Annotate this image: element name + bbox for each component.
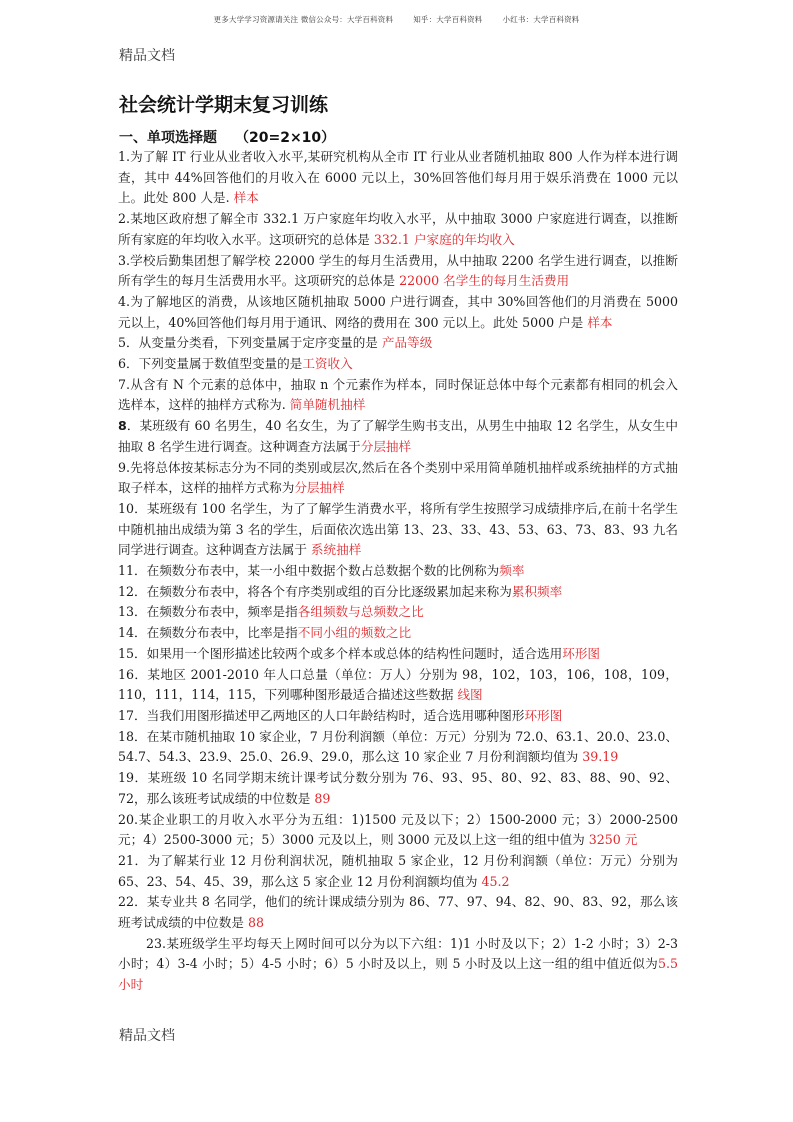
question-10 <box>118 499 678 561</box>
question-text: 13．在频数分布表中，频率是指 <box>118 604 298 620</box>
answer-text: 系统抽样 <box>310 542 362 558</box>
watermark-bar <box>0 14 793 25</box>
answer-text: 分层抽样 <box>360 438 412 454</box>
question-6 <box>118 354 678 375</box>
question-1 <box>118 147 678 209</box>
question-16 <box>118 665 678 706</box>
answer-text: 3250 元 <box>588 832 638 848</box>
page-footer-label: 精品文档 <box>119 1028 175 1044</box>
question-text: 22．某专业共 8 名同学，他们的统计课成绩分别为 86、77、97、94、82、90、83、92，那么该班考试成绩的中位数是 <box>118 894 678 931</box>
answer-text: 累积频率 <box>511 583 563 599</box>
answer-text: 5.5 小时 <box>118 956 678 993</box>
watermark-text: 知乎：大学百科资料 <box>413 15 483 24</box>
question-text: 7.从含有 N 个元素的总体中，抽取 n 个元素作为样本，同时保证总体中每个元素都有相同的机会入选样本，这样的抽样方式称为. <box>118 376 678 413</box>
answer-text: 环形图 <box>524 707 563 723</box>
question-4 <box>118 292 678 333</box>
question-list <box>118 147 678 996</box>
question-text: 16．某地区 2001-2010 年人口总量（单位：万人）分别为 98，102，103，106，108，109，110，111，114，115，下列哪种图形最适合描述这些数据 <box>118 666 678 703</box>
answer-text: 39.19 <box>582 749 619 765</box>
question-text: 23.某班级学生平均每天上网时间可以分为以下六组：1)1 小时及以下；2）1-2 小时；3）2-3 小时；4）3-4 小时；5）4-5 小时；6）5 小时及以上，则 5 小时及以上这一组的组中值近似为 <box>118 935 678 972</box>
page-title: 社会统计学期末复习训练 <box>119 94 329 116</box>
question-text: 2.某地区政府想了解全市 332.1 万户家庭年均收入水平，从中抽取 3000 户家庭进行调查，以推断所有家庭的年均收入水平。这项研究的总体是 <box>118 211 678 247</box>
section-heading <box>119 127 335 147</box>
question-text: 15．如果用一个图形描述比较两个或多个样本或总体的结构性问题时，适合选用 <box>118 645 563 661</box>
answer-text: 工资收入 <box>302 356 353 372</box>
question-text: 20.某企业职工的月收入水平分为五组：1)1500 元及以下；2）1500-2000 元；3）2000-2500 元；4）2500-3000 元；5）3000 元及以上，则 3000 元及以上这一组的组中值为 <box>118 811 678 848</box>
question-text: 9.先将总体按某标志分为不同的类别或层次,然后在各个类别中采用简单随机抽样或系统抽样的方式抽取子样本，这样的抽样方式称为 <box>118 459 678 496</box>
question-11 <box>118 561 678 582</box>
watermark-text: 小红书：大学百科资料 <box>502 15 580 24</box>
answer-text: 不同小组的频数之比 <box>297 625 412 641</box>
question-21 <box>118 851 678 892</box>
question-number: 8 <box>118 418 127 434</box>
question-9 <box>118 458 678 499</box>
question-23 <box>118 934 678 996</box>
question-13 <box>118 602 678 623</box>
question-text: 1.为了解 IT 行业从业者收入水平,某研究机构从全市 IT 行业从业者随机抽取 800 人作为样本进行调查，其中 44%回答他们的月收入在 6000 元以上，30%回答他们每月用于娱乐消费在 1000 元以上。此处 800 人是. <box>118 149 678 206</box>
question-text: 3.学校后勤集团想了解学校 22000 学生的每月生活费用，从中抽取 2200 名学生进行调查，以推断所有学生的每月生活费用水平。这项研究的总体是 <box>118 252 678 289</box>
question-2 <box>118 209 678 250</box>
question-18 <box>118 727 678 768</box>
question-8 <box>118 416 678 457</box>
question-text: 4.为了解地区的消费，从该地区随机抽取 5000 户进行调查，其中 30%回答他们的月消费在 5000 元以上，40%回答他们每月用于通讯、网络的费用在 300 元以上。此处 5000 户是 <box>118 293 678 330</box>
question-12 <box>118 582 678 603</box>
question-20 <box>118 810 678 851</box>
question-text: 10．某班级有 100 名学生，为了了解学生消费水平，将所有学生按照学习成绩排序后,在前十名学生中随机抽出成绩为第 3 名的学生，后面依次选出第 13、23、33、43、53、63、73、83、93 九名同学进行调查。这种调查方法属于 <box>118 500 678 558</box>
answer-text: 分层抽样 <box>294 480 345 496</box>
question-14 <box>118 623 678 644</box>
answer-text: 88 <box>247 915 264 931</box>
answer-text: 环形图 <box>562 645 600 661</box>
answer-text: 22000 名学生的每月生活费用 <box>399 273 570 289</box>
answer-text: 简单随机抽样 <box>289 397 366 413</box>
answer-text: 产品等级 <box>381 335 433 351</box>
question-3 <box>118 251 678 292</box>
answer-text: 332.1 户家庭的年均收入 <box>373 231 515 247</box>
answer-text: 各组频数与总频数之比 <box>297 604 424 620</box>
question-text: 12．在频数分布表中，将各个有序类别或组的百分比逐级累加起来称为 <box>118 583 512 599</box>
question-text: 21．为了解某行业 12 月份利润状况，随机抽取 5 家企业，12 月份利润额（单位：万元）分别为 65、23、54、45、39，那么这 5 家企业 12 月份利润额均值为 <box>118 852 678 889</box>
question-22 <box>118 892 678 933</box>
page-header-label: 精品文档 <box>119 48 175 64</box>
answer-text: 样本 <box>233 190 259 206</box>
question-text: 11．在频数分布表中，某一小组中数据个数占总数据个数的比例称为 <box>118 563 500 579</box>
answer-text: 线图 <box>457 687 483 703</box>
question-text: ．某班级有 60 名男生，40 名女生，为了了解学生购书支出，从男生中抽取 12 名学生，从女生中抽取 8 名学生进行调查。这种调查方法属于 <box>118 418 678 454</box>
question-text: 6．下列变量属于数值型变量的是 <box>118 356 303 372</box>
answer-text: 样本 <box>587 314 613 330</box>
section-score: （20=2×10） <box>235 130 336 146</box>
question-5 <box>118 333 678 354</box>
section-title: 一、单项选择题 <box>119 130 217 146</box>
question-19 <box>118 768 678 809</box>
question-text: 5．从变量分类看，下列变量属于定序变量的是 <box>118 335 382 351</box>
question-15 <box>118 644 678 665</box>
answer-text: 89 <box>314 790 331 806</box>
question-text: 17．当我们用图形描述甲乙两地区的人口年龄结构时，适合选用哪种图形 <box>118 707 525 723</box>
question-text: 14．在频数分布表中，比率是指 <box>118 625 298 641</box>
question-17 <box>118 706 678 727</box>
question-7 <box>118 375 678 416</box>
answer-text: 频率 <box>499 563 525 579</box>
question-text: 19．某班级 10 名同学期末统计课考试分数分别为 76、93、95、80、92、83、88、90、92、72，那么该班考试成绩的中位数是 <box>118 770 678 806</box>
question-text: 18．在某市随机抽取 10 家企业，7 月份利润额（单位：万元）分别为 72.0、63.1、20.0、23.0、54.7、54.3、23.9、25.0、26.9、29.0，那么这 10 家企业 7 月份利润额均值为 <box>118 728 678 765</box>
watermark-text: 更多大学学习资源请关注 微信公众号：大学百科资料 <box>213 15 394 24</box>
answer-text: 45.2 <box>481 873 510 889</box>
